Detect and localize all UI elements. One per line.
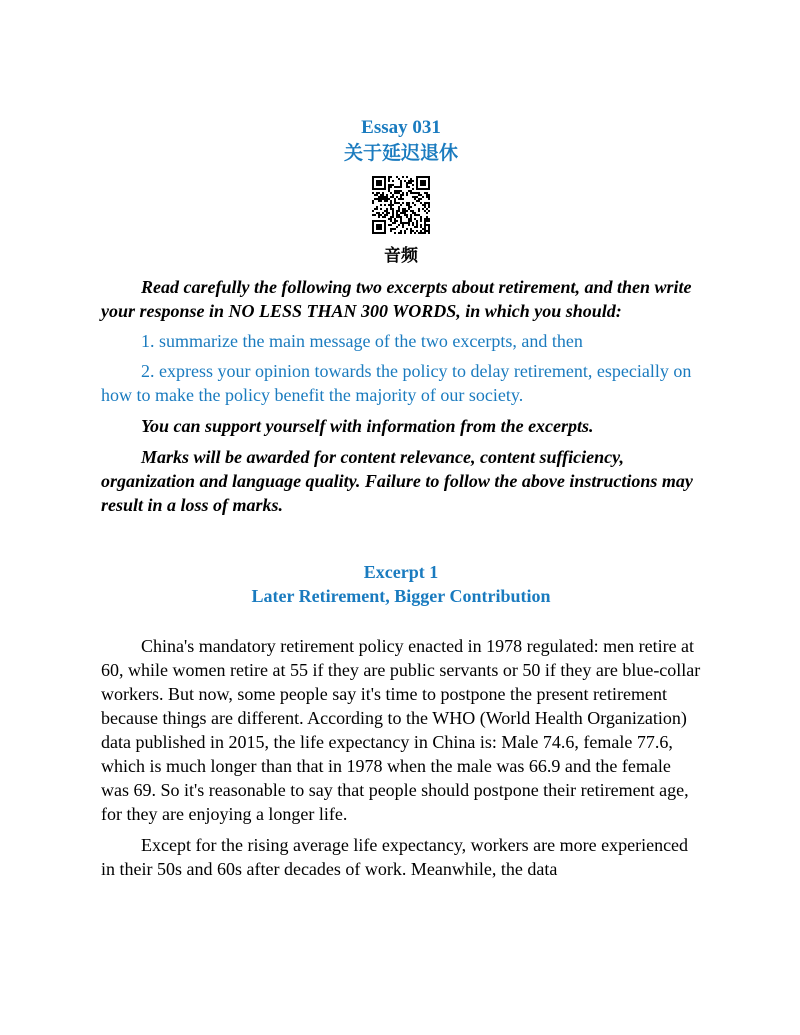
excerpt-1-title: Later Retirement, Bigger Contribution: [251, 586, 551, 606]
instructions-marks: Marks will be awarded for content relevance, content sufficiency, organization and language quality. Failure to follow the above instructions may result in a loss of marks.: [101, 447, 693, 515]
excerpt-1-paragraph-2: Except for the rising average life expectancy, workers are more experienced in their 50s and 60s after decades of work. Meanwhile, the data: [101, 835, 689, 879]
chinese-title: 关于延迟退休: [343, 142, 458, 164]
excerpt-1-paragraph-1: China's mandatory retirement policy enacted in 1978 regulated: men retire at 60, while women retire at 55 if they are public servants or 50 if they are blue-collar workers. But now, some people say it's time to postpone the present retirement because things are different. According to the WHO (World Health Organization) data published in 2015, the life expectancy in China is: Male 74.6, female 77.6, which is much longer than that in 1978 when the male was 66.9 and the female was 69. So it's reasonable to say that people should postpone their retirement age, for they are enjoying a longer life.: [101, 636, 701, 824]
instructions-intro: Read carefully the following two excerpts about retirement, and then write your response in NO LESS THAN 300 WORDS, in which you should:: [101, 277, 692, 321]
excerpt-1-label: Excerpt 1: [363, 562, 439, 582]
audio-label: 音频: [384, 246, 418, 266]
instructions-support: You can support yourself with information from the excerpts.: [141, 416, 594, 436]
instruction-point-2: 2. express your opinion towards the policy to delay retirement, especially on how to make the policy benefit the majority of our society.: [101, 361, 692, 405]
excerpt-1-heading: [101, 560, 701, 608]
title-block: [101, 116, 701, 166]
page-content: [101, 116, 701, 881]
qr-code-container: [101, 176, 701, 234]
instruction-point-1: 1. summarize the main message of the two excerpts, and then: [141, 331, 583, 351]
essay-title: Essay 031: [361, 117, 441, 138]
qr-code-icon[interactable]: [372, 176, 430, 234]
